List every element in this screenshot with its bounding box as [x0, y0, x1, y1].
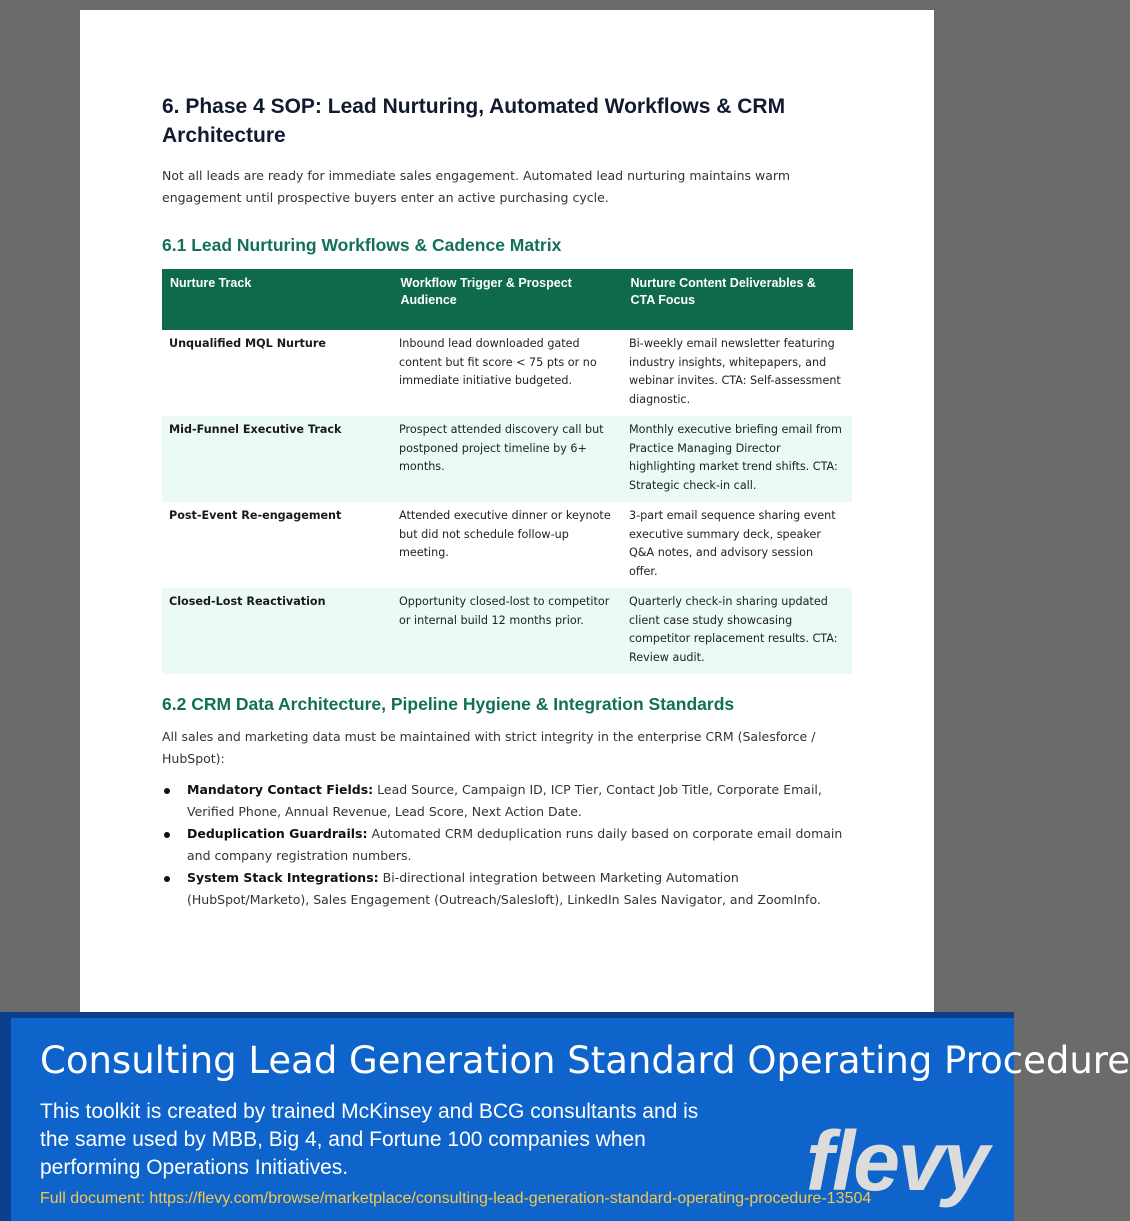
page-content	[162, 92, 852, 911]
content-cell: Bi-weekly email newsletter featuring industry insights, whitepapers, and webinar invites. CTA: Self-assessment diagnostic.	[629, 337, 841, 406]
bullet-icon	[164, 876, 170, 882]
bullet-lead: System Stack Integrations:	[187, 870, 379, 885]
nurture-track-cell: Closed-Lost Reactivation	[162, 588, 392, 674]
banner-title: Consulting Lead Generation Standard Operating Procedure	[40, 1039, 1130, 1082]
table-row	[162, 416, 852, 502]
full-document-link[interactable]: Full document: https://flevy.com/browse/marketplace/consulting-lead-generation-standard-operating-procedure-13504	[40, 1190, 872, 1207]
list-item	[187, 823, 852, 867]
subsection-2-title: 6.2 CRM Data Architecture, Pipeline Hygiene & Integration Standards	[162, 694, 735, 714]
crm-standards-list	[162, 779, 852, 911]
bullet-lead: Mandatory Contact Fields:	[187, 782, 374, 797]
content-cell: 3-part email sequence sharing event executive summary deck, speaker Q&A notes, and advisory session offer.	[629, 509, 836, 578]
section-intro: Not all leads are ready for immediate sales engagement. Automated lead nurturing maintains warm engagement until prospective buyers enter an active purchasing cycle.	[162, 168, 790, 205]
trigger-cell: Inbound lead downloaded gated content but fit score < 75 pts or no immediate initiative budgeted.	[399, 337, 597, 387]
nurture-matrix-table	[162, 269, 853, 674]
content-cell: Quarterly check-in sharing updated client case study showcasing competitor replacement results. CTA: Review audit.	[622, 588, 852, 674]
nurture-track-cell: Mid-Funnel Executive Track	[162, 416, 392, 502]
nurture-track-cell: Unqualified MQL Nurture	[169, 337, 326, 350]
bullet-icon	[164, 788, 170, 794]
table-row	[162, 588, 852, 674]
table-header-row	[162, 269, 852, 330]
section-title: 6. Phase 4 SOP: Lead Nurturing, Automated Workflows & CRM Architecture	[162, 95, 786, 147]
table-header-cell: Nurture Track	[162, 269, 392, 330]
subsection-1-title: 6.1 Lead Nurturing Workflows & Cadence Matrix	[162, 235, 562, 255]
list-item	[187, 779, 852, 823]
flevy-logo: flevy	[806, 1114, 988, 1208]
banner-description: This toolkit is created by trained McKinsey and BCG consultants and is the same used by MBB, Big 4, and Fortune 100 companies when performing Operations Initiatives.	[40, 1100, 699, 1179]
bullet-text: Lead Source, Campaign ID, ICP Tier, Contact Job Title, Corporate Email, Verified Phone, Annual Revenue, Lead Score, Next Action Date.	[187, 782, 822, 819]
bullet-text: Bi-directional integration between Marketing Automation (HubSpot/Marketo), Sales Engagement (Outreach/Salesloft), LinkedIn Sales Navigator, and ZoomInfo.	[187, 870, 821, 907]
trigger-cell: Prospect attended discovery call but postponed project timeline by 6+ months.	[392, 416, 622, 502]
document-page	[80, 10, 934, 1014]
trigger-cell: Opportunity closed-lost to competitor or internal build 12 months prior.	[392, 588, 622, 674]
table-row	[162, 330, 852, 416]
bullet-text: Automated CRM deduplication runs daily based on corporate email domain and company registration numbers.	[187, 826, 843, 863]
nurture-track-cell: Post-Event Re-engagement	[169, 509, 342, 522]
table-header-cell: Workflow Trigger & Prospect Audience	[392, 269, 622, 330]
promo-banner-panel	[11, 1018, 1130, 1221]
bullet-lead: Deduplication Guardrails:	[187, 826, 368, 841]
content-cell: Monthly executive briefing email from Practice Managing Director highlighting market trend shifts. CTA: Strategic check-in call.	[622, 416, 852, 502]
trigger-cell: Attended executive dinner or keynote but did not schedule follow-up meeting.	[399, 509, 611, 559]
crm-intro: All sales and marketing data must be maintained with strict integrity in the enterprise CRM (Salesforce / HubSpot):	[162, 729, 816, 766]
list-item	[187, 867, 852, 911]
bullet-icon	[164, 832, 170, 838]
promo-banner	[0, 1012, 1130, 1221]
table-header-cell: Nurture Content Deliverables & CTA Focus	[622, 269, 852, 330]
table-row	[162, 502, 852, 588]
